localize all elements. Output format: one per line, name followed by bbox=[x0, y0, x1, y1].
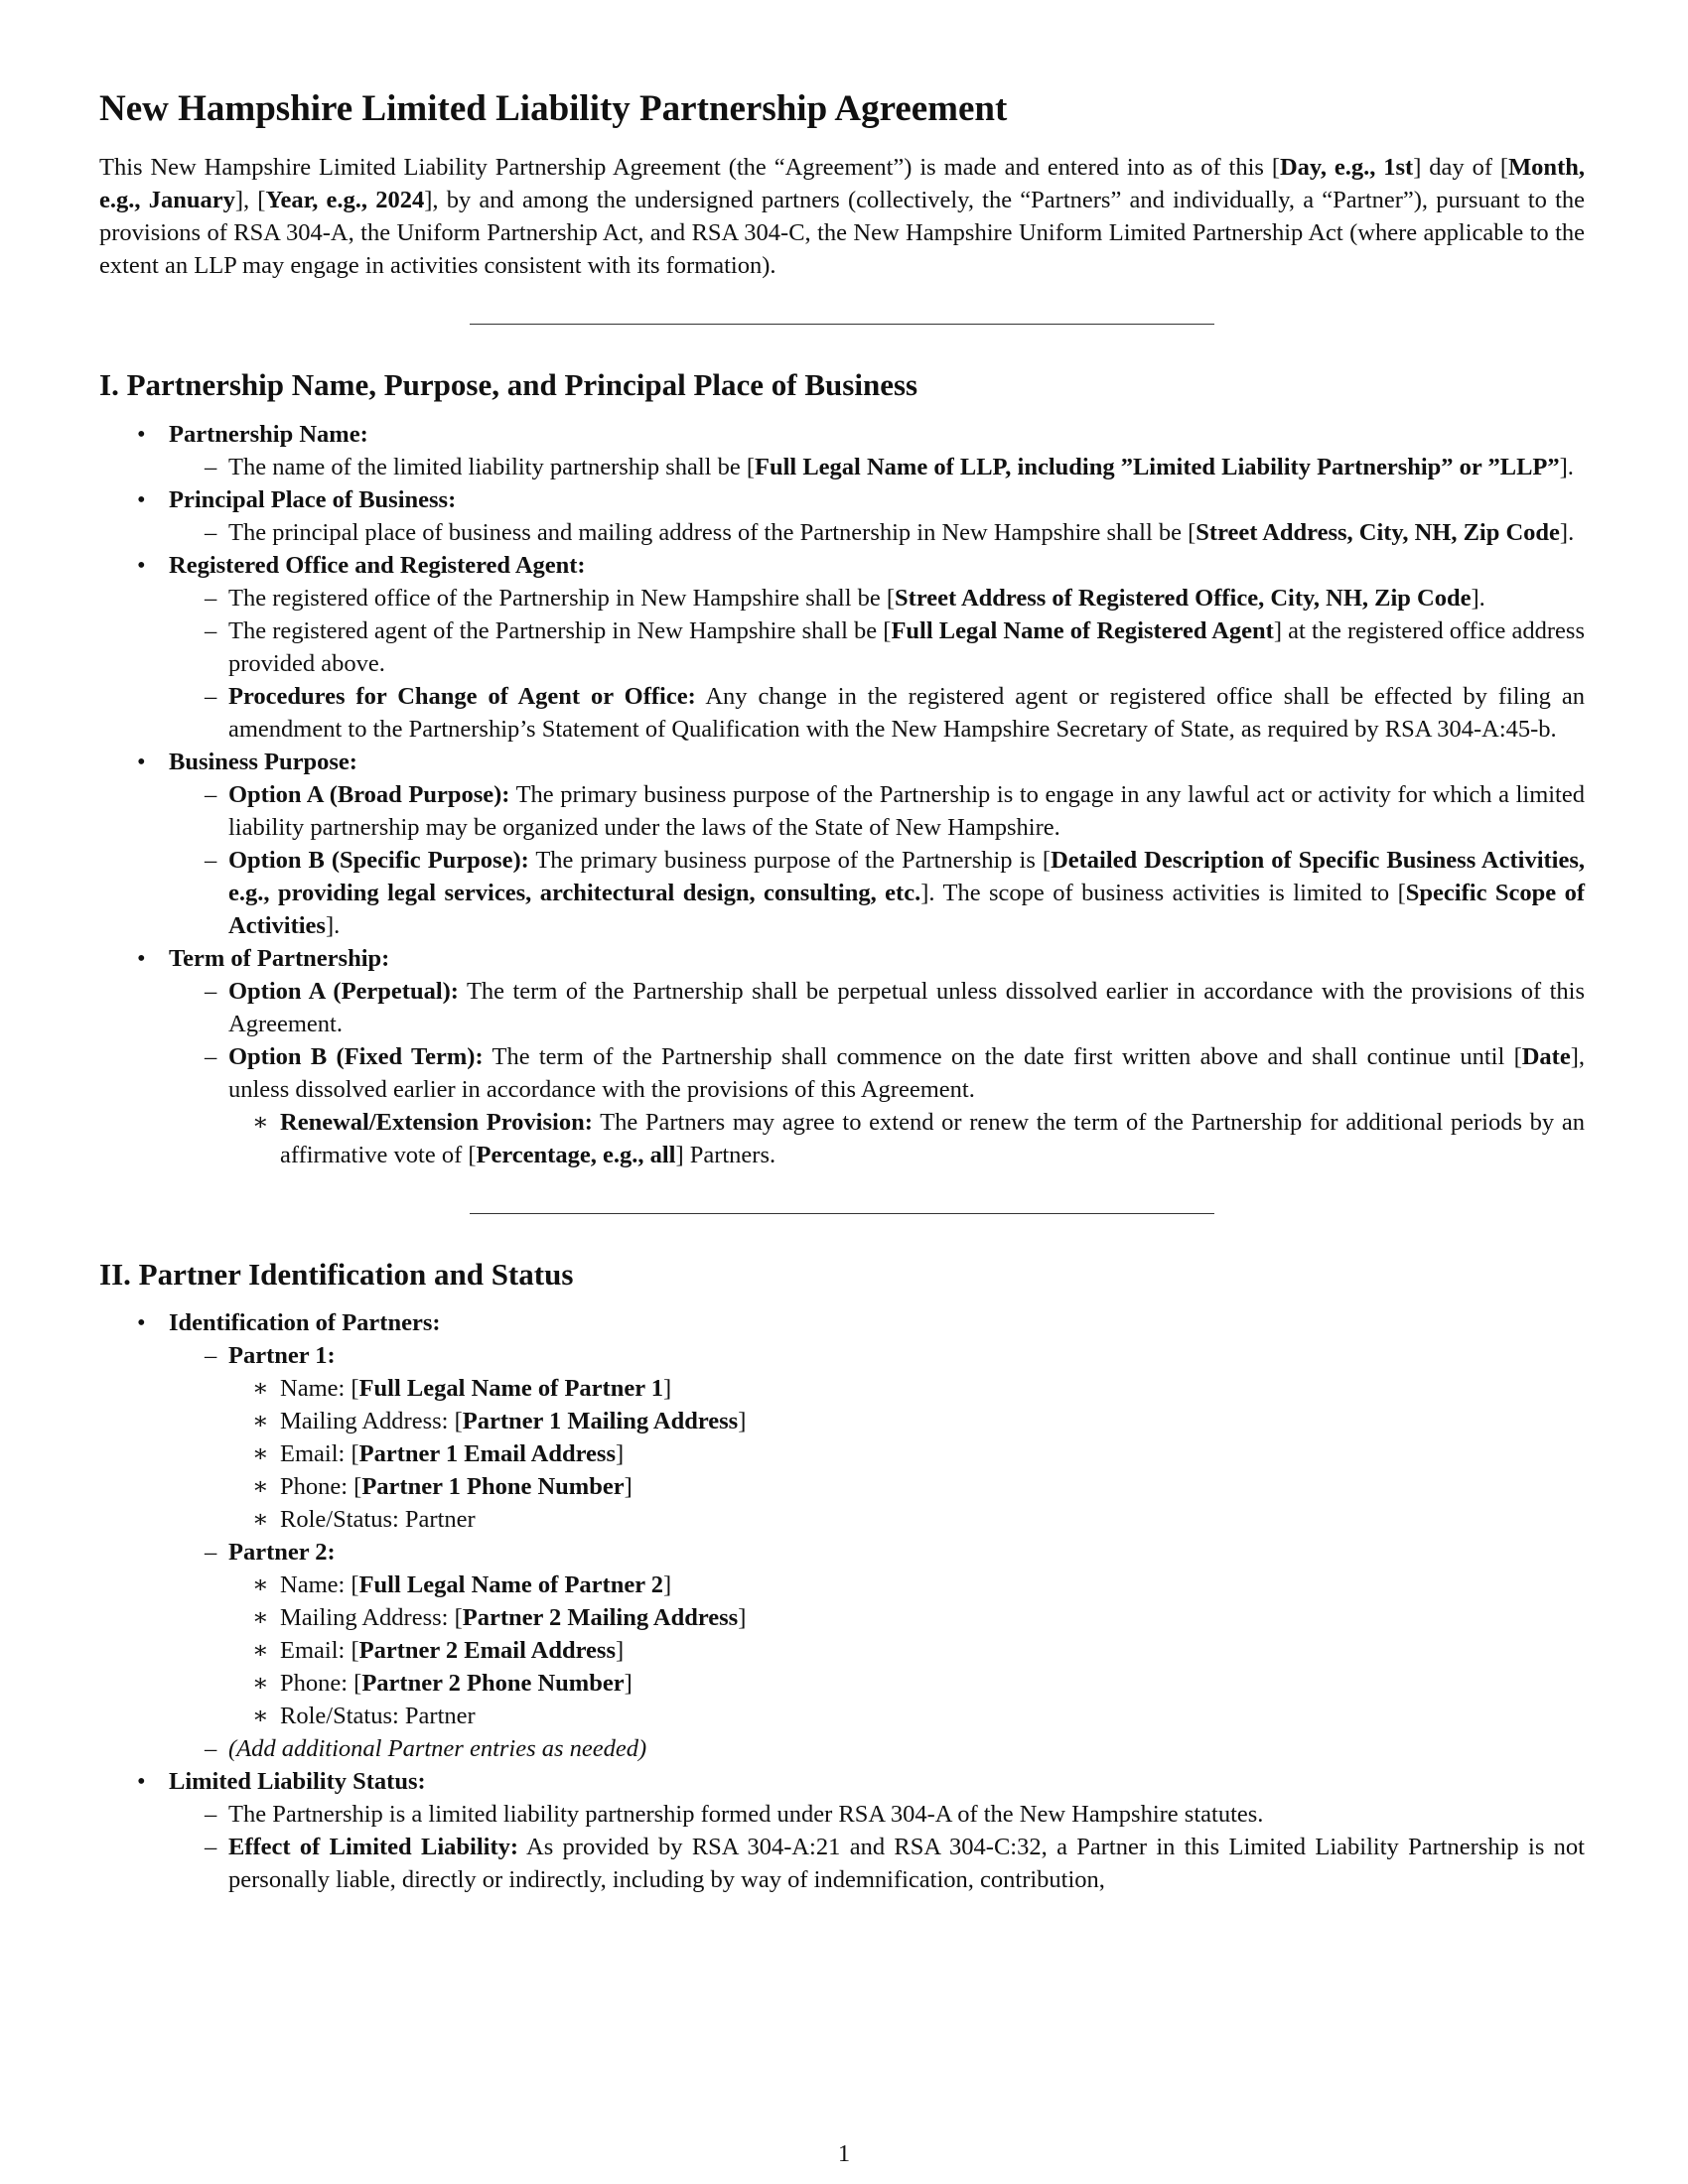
bullet-marker: • bbox=[137, 1767, 146, 1795]
star-marker: ∗ bbox=[252, 1439, 269, 1467]
dash-marker: – bbox=[205, 780, 217, 808]
dash-marker: – bbox=[205, 616, 217, 644]
partner-email: ∗ Email: [Partner 2 Email Address] bbox=[228, 1634, 1585, 1667]
dash-marker: – bbox=[205, 846, 217, 874]
section-heading-2: II. Partner Identification and Status bbox=[99, 1256, 574, 1292]
bullet-marker: • bbox=[137, 485, 146, 513]
list-item: – Effect of Limited Liability: As provided by RSA 304-A:21 and RSA 304-C:32, a Partner in this Limited Liability Partnership is not personally liable, directly or indirectly, including by way of indemnification, contribution, bbox=[169, 1831, 1585, 1896]
partner-name: ∗ Name: [Full Legal Name of Partner 2] bbox=[228, 1569, 1585, 1601]
list-item: – The name of the limited liability partnership shall be [Full Legal Name of LLP, including ”Limited Liability Partnership” or ”LLP”]. bbox=[169, 451, 1585, 483]
section-2-list bbox=[99, 1306, 1585, 1896]
list-item: – Option A (Broad Purpose): The primary business purpose of the Partnership is to engage in any lawful act or activity for which a limited liability partnership may be organized under the laws of the State of New Hampshire. bbox=[169, 778, 1585, 844]
dash-marker: – bbox=[205, 453, 217, 480]
dash-marker: – bbox=[205, 682, 217, 710]
dash-marker: – bbox=[205, 1833, 217, 1860]
page-number: 1 bbox=[837, 2140, 851, 2167]
star-marker: ∗ bbox=[252, 1636, 269, 1664]
list-item-term: • Term of Partnership: – Option A (Perpetual): The term of the Partnership shall be perpetual unless dissolved earlier in accordance with the provisions of this Agreement. – Option B (Fixed Term): The term of the Partnership shall commence on the date first written above and shall continue until [Date], unless dissolved earlier in accordance with the provisions of this Agreement. ∗ Renewal/Extension Provision: The Partners may agree to extend or renew the term of the Partnership for additional periods by an affirmative vote of [Percentage, e.g., all] Partners. bbox=[99, 942, 1585, 1171]
partner-role: ∗ Role/Status: Partner bbox=[228, 1503, 1585, 1536]
dash-marker: – bbox=[205, 584, 217, 612]
list-item: – The Partnership is a limited liability partnership formed under RSA 304-A of the New Hampshire statutes. bbox=[169, 1798, 1585, 1831]
list-item: – Procedures for Change of Agent or Office: Any change in the registered agent or registered office shall be effected by filing an amendment to the Partnership’s Statement of Qualification with the New Hampshire Secretary of State, as required by RSA 304-A:45-b. bbox=[169, 680, 1585, 746]
star-marker: ∗ bbox=[252, 1669, 269, 1697]
partner-email: ∗ Email: [Partner 1 Email Address] bbox=[228, 1437, 1585, 1470]
star-marker: ∗ bbox=[252, 1570, 269, 1598]
bullet-marker: • bbox=[137, 748, 146, 775]
list-item-business-purpose: • Business Purpose: – Option A (Broad Purpose): The primary business purpose of the Partnership is to engage in any lawful act or activity for which a limited liability partnership may be organized under the laws of the State of New Hampshire. – Option B (Specific Purpose): The primary business purpose of the Partnership is [Detailed Description of Specific Business Activities, e.g., providing legal services, architectural design, consulting, etc.]. The scope of business activities is limited to [Specific Scope of Activities]. bbox=[99, 746, 1585, 942]
star-marker: ∗ bbox=[252, 1374, 269, 1402]
star-marker: ∗ bbox=[252, 1108, 269, 1136]
partner-entry-2: – Partner 2: ∗ Name: [Full Legal Name of Partner 2] ∗ Mailing Address: [Partner 2 Mailing Address] ∗ Email: [Partner 2 Email Address] ∗ Phone: [Partner 2 Phone Number] ∗ Role/Status: Partner bbox=[169, 1536, 1585, 1732]
star-marker: ∗ bbox=[252, 1505, 269, 1533]
section-divider bbox=[470, 324, 1214, 325]
bullet-marker: • bbox=[137, 551, 146, 579]
list-item: – Option B (Specific Purpose): The primary business purpose of the Partnership is [Detailed Description of Specific Business Activities, e.g., providing legal services, architectural design, consulting, etc.]. The scope of business activities is limited to [Specific Scope of Activities]. bbox=[169, 844, 1585, 942]
dash-marker: – bbox=[205, 518, 217, 546]
dash-marker: – bbox=[205, 1538, 217, 1566]
add-partner-note: – (Add additional Partner entries as needed) bbox=[169, 1732, 1585, 1765]
partner-entry-1: – Partner 1: ∗ Name: [Full Legal Name of Partner 1] ∗ Mailing Address: [Partner 1 Mailing Address] ∗ Email: [Partner 1 Email Address] ∗ Phone: [Partner 1 Phone Number] ∗ Role/Status: Partner bbox=[169, 1339, 1585, 1536]
dash-marker: – bbox=[205, 1800, 217, 1828]
list-item: – Option B (Fixed Term): The term of the Partnership shall commence on the date first written above and shall continue until [Date], unless dissolved earlier in accordance with the provisions of this Agreement. ∗ Renewal/Extension Provision: The Partners may agree to extend or renew the term of the Partnership for additional periods by an affirmative vote of [Percentage, e.g., all] Partners. bbox=[169, 1040, 1585, 1171]
partner-role: ∗ Role/Status: Partner bbox=[228, 1700, 1585, 1732]
dash-marker: – bbox=[205, 1042, 217, 1070]
star-marker: ∗ bbox=[252, 1603, 269, 1631]
bullet-marker: • bbox=[137, 944, 146, 972]
list-item-principal-place: • Principal Place of Business: – The principal place of business and mailing address of the Partnership in New Hampshire shall be [Street Address, City, NH, Zip Code]. bbox=[99, 483, 1585, 549]
bullet-marker: • bbox=[137, 420, 146, 448]
partner-phone: ∗ Phone: [Partner 1 Phone Number] bbox=[228, 1470, 1585, 1503]
partner-phone: ∗ Phone: [Partner 2 Phone Number] bbox=[228, 1667, 1585, 1700]
dash-marker: – bbox=[205, 1734, 217, 1762]
star-marker: ∗ bbox=[252, 1702, 269, 1729]
section-divider bbox=[470, 1213, 1214, 1214]
list-item: – Option A (Perpetual): The term of the Partnership shall be perpetual unless dissolved earlier in accordance with the provisions of this Agreement. bbox=[169, 975, 1585, 1040]
list-item: ∗ Renewal/Extension Provision: The Partners may agree to extend or renew the term of the Partnership for additional periods by an affirmative vote of [Percentage, e.g., all] Partners. bbox=[228, 1106, 1585, 1171]
document-title: New Hampshire Limited Liability Partnership Agreement bbox=[99, 88, 1008, 129]
list-item-limited-liability: • Limited Liability Status: – The Partnership is a limited liability partnership formed under RSA 304-A of the New Hampshire statutes. – Effect of Limited Liability: As provided by RSA 304-A:21 and RSA 304-C:32, a Partner in this Limited Liability Partnership is not personally liable, directly or indirectly, including by way of indemnification, contribution, bbox=[99, 1765, 1585, 1896]
dash-marker: – bbox=[205, 1341, 217, 1369]
list-item-identification: • Identification of Partners: – Partner 1: ∗ Name: [Full Legal Name of Partner 1] ∗ Mailing Address: [Partner 1 Mailing Address] ∗ Email: [Partner 1 Email Address] ∗ Phone: [Partner 1 Phone Number] ∗ Role/Status: Partner – Partner 2: ∗ Name: [Full Legal Name of Partner 2] ∗ Mailing Address: [Partner 2 Mailing Address] ∗ Email: [Partner 2 Email Address] ∗ Phone: [Partner 2 Phone Number] ∗ Role/Status: Partner – (Add additional Partner entries as needed) bbox=[99, 1306, 1585, 1765]
star-marker: ∗ bbox=[252, 1472, 269, 1500]
list-item-registered-office: • Registered Office and Registered Agent: – The registered office of the Partnership in New Hampshire shall be [Street Address of Registered Office, City, NH, Zip Code]. – The registered agent of the Partnership in New Hampshire shall be [Full Legal Name of Registered Agent] at the registered office address provided above. – Procedures for Change of Agent or Office: Any change in the registered agent or registered office shall be effected by filing an amendment to the Partnership’s Statement of Qualification with the New Hampshire Secretary of State, as required by RSA 304-A:45-b. bbox=[99, 549, 1585, 746]
list-item: – The registered office of the Partnership in New Hampshire shall be [Street Address of Registered Office, City, NH, Zip Code]. bbox=[169, 582, 1585, 614]
list-item-partnership-name: • Partnership Name: – The name of the limited liability partnership shall be [Full Legal Name of LLP, including ”Limited Liability Partnership” or ”LLP”]. bbox=[99, 418, 1585, 483]
section-heading-1: I. Partnership Name, Purpose, and Principal Place of Business bbox=[99, 367, 918, 403]
section-1-list bbox=[99, 418, 1585, 1171]
star-marker: ∗ bbox=[252, 1407, 269, 1434]
list-item: – The principal place of business and mailing address of the Partnership in New Hampshire shall be [Street Address, City, NH, Zip Code]. bbox=[169, 516, 1585, 549]
intro-paragraph: This New Hampshire Limited Liability Partnership Agreement (the “Agreement”) is made and entered into as of this [Day, e.g., 1st] day of [Month, e.g., January], [Year, e.g., 2024], by and among the undersigned partners (collectively, the “Partners” and individually, a “Partner”), pursuant to the provisions of RSA 304-A, the Uniform Partnership Act, and RSA 304-C, the New Hampshire Uniform Limited Partnership Act (where applicable to the extent an LLP may engage in activities consistent with its formation). bbox=[99, 154, 1586, 280]
document-body bbox=[99, 87, 1585, 1896]
partner-name: ∗ Name: [Full Legal Name of Partner 1] bbox=[228, 1372, 1585, 1405]
partner-mailing-address: ∗ Mailing Address: [Partner 2 Mailing Address] bbox=[228, 1601, 1585, 1634]
list-item: – The registered agent of the Partnership in New Hampshire shall be [Full Legal Name of Registered Agent] at the registered office address provided above. bbox=[169, 614, 1585, 680]
bullet-marker: • bbox=[137, 1308, 146, 1336]
dash-marker: – bbox=[205, 977, 217, 1005]
partner-mailing-address: ∗ Mailing Address: [Partner 1 Mailing Address] bbox=[228, 1405, 1585, 1437]
